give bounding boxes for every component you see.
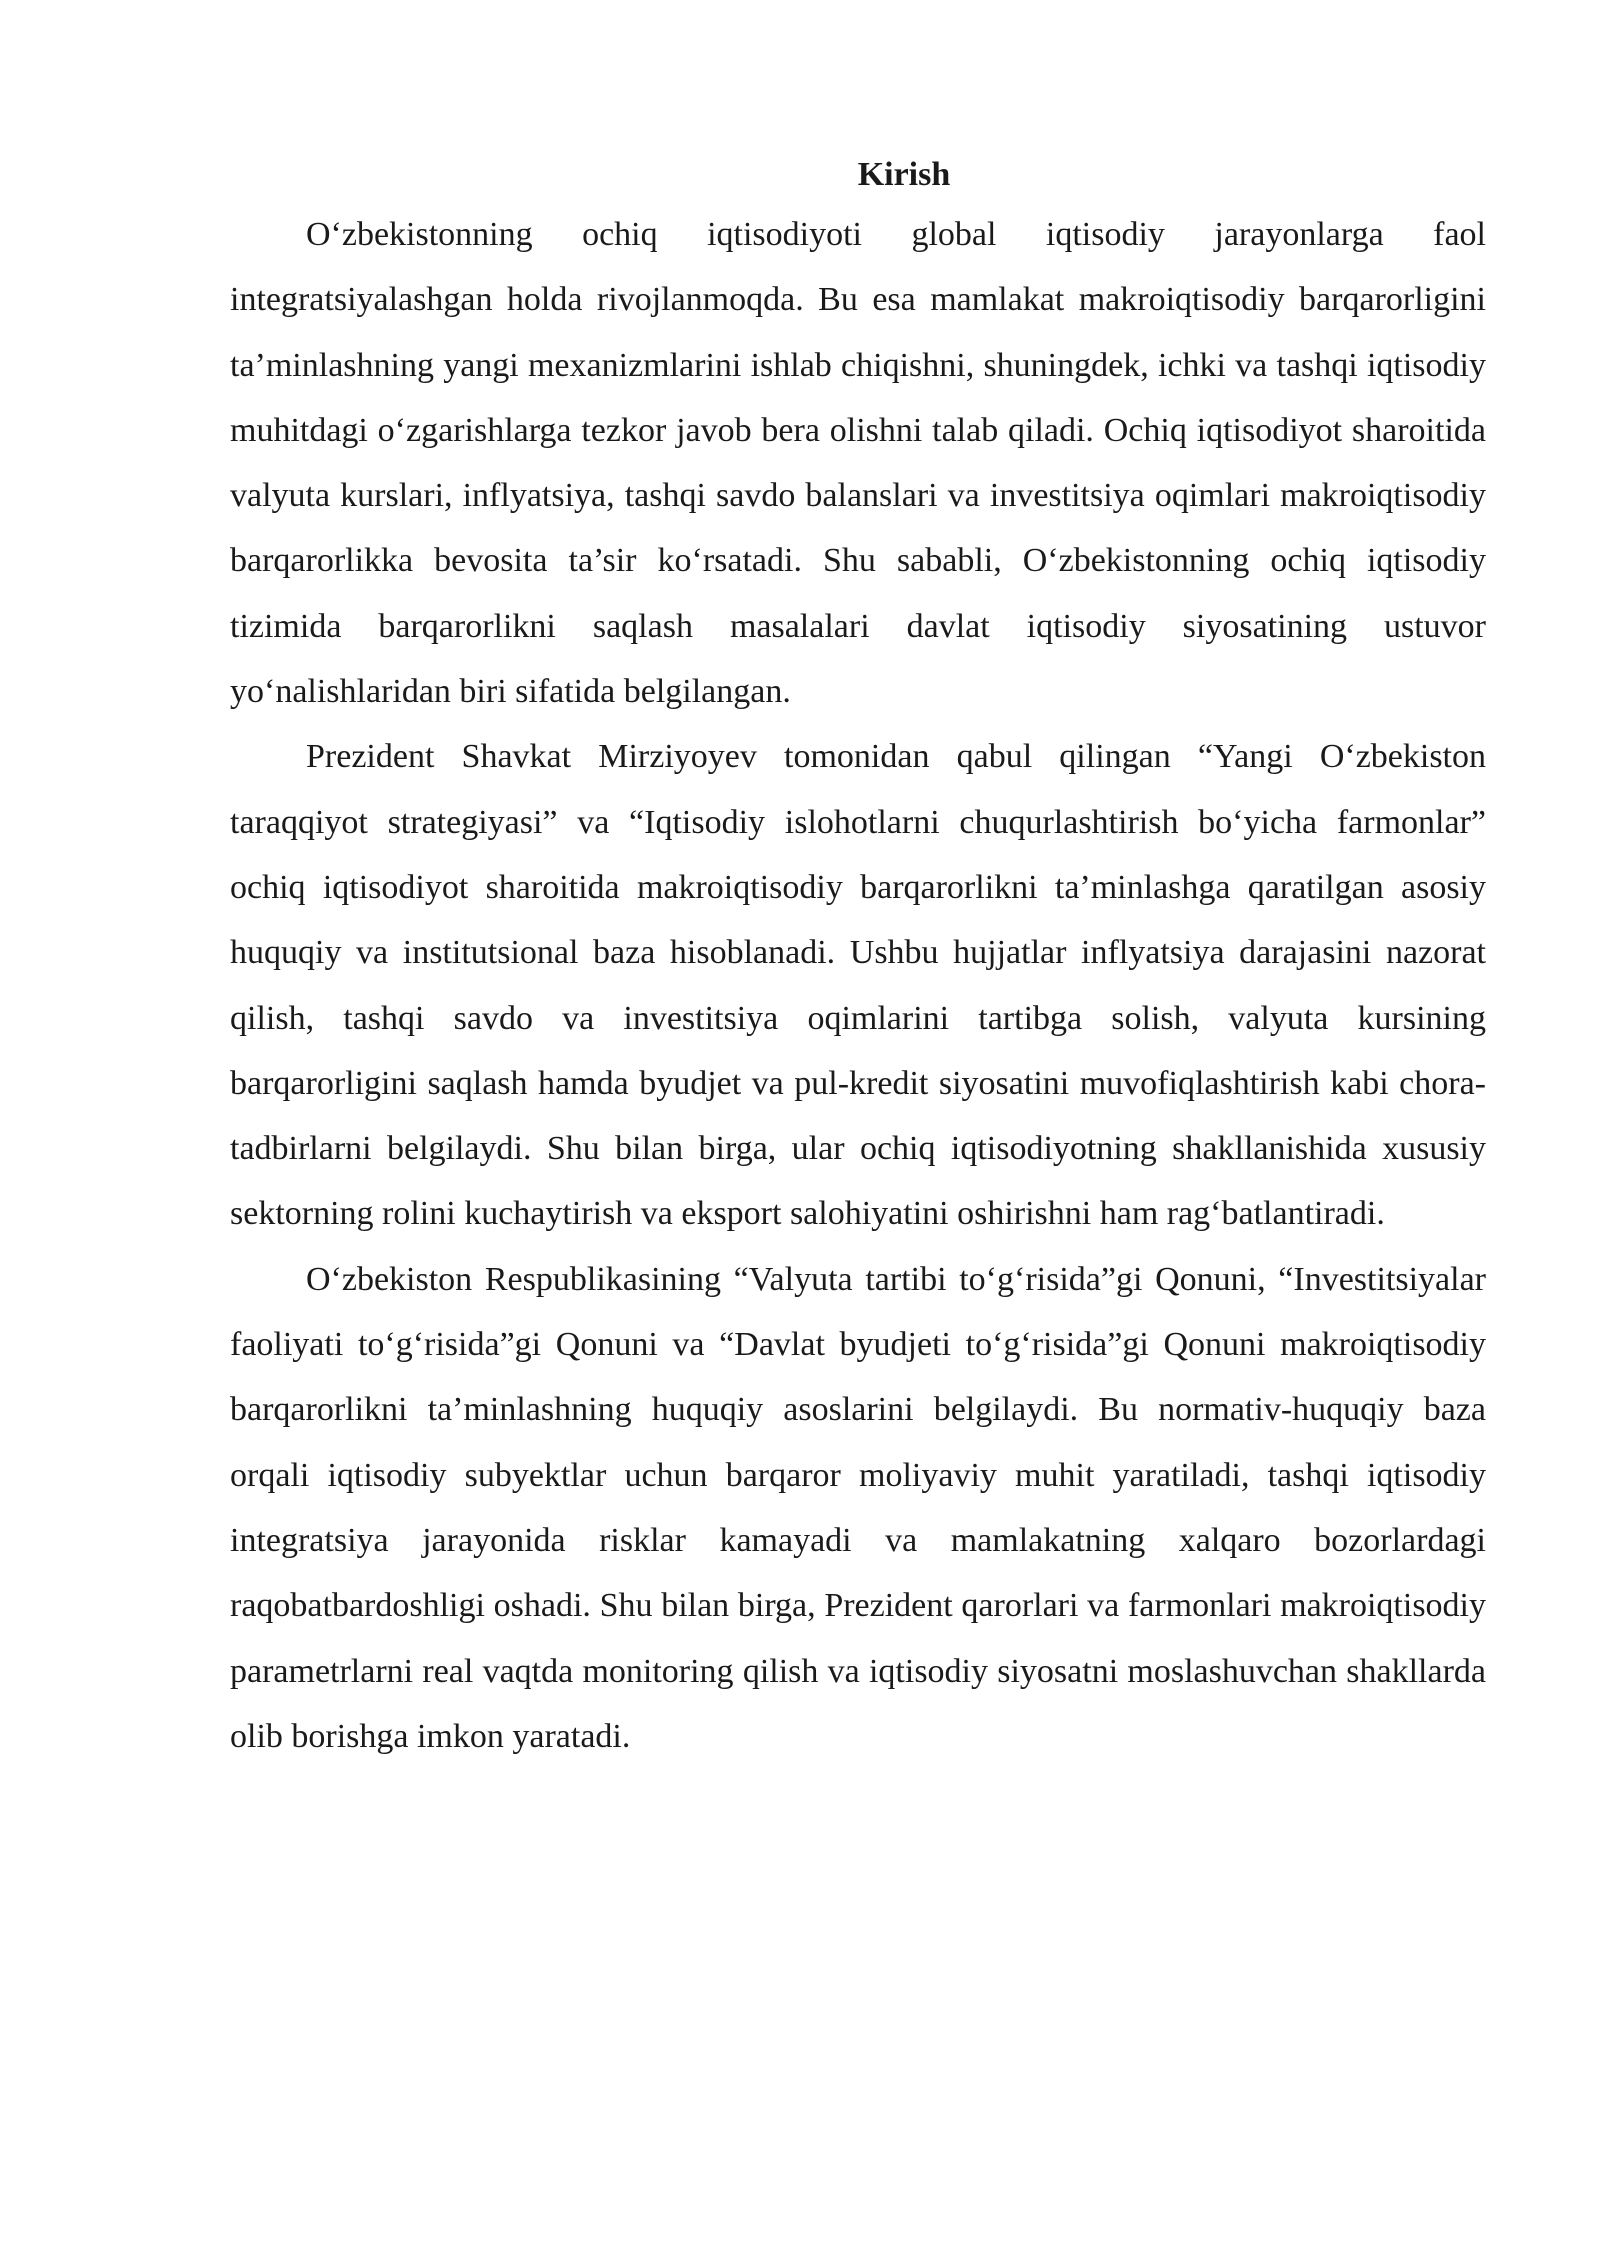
section-heading: Kirish <box>857 156 951 193</box>
paragraph-1: O‘zbekistonning ochiq iqtisodiyoti global iqtisodiy jarayonlarga faol integratsiyalashgan holda rivojlanmoqda. Bu esa mamlakat makroiqtisodiy barqarorligini ta’minlashning yangi mexanizmlarini ishlab chiqishni, shuningdek, ichki va tashqi iqtisodiy muhitdagi o‘zgarishlarga tezkor javob bera olishni talab qiladi. Ochiq iqtisodiyot sharoitida valyuta kurslari, inflyatsiya, tashqi savdo balanslari va investitsiya oqimlari makroiqtisodiy barqarorlikka bevosita ta’sir ko‘rsatadi. Shu sababli, O‘zbekistonning ochiq iqtisodiy tizimida barqarorlikni saqlash masalalari davlat iqtisodiy siyosatining ustuvor yo‘nalishlaridan biri sifatida belgilangan. <box>230 216 1486 711</box>
paragraph-3: O‘zbekiston Respublikasining “Valyuta tartibi to‘g‘risida”gi Qonuni, “Investitsiyalar faoliyati to‘g‘risida”gi Qonuni va “Davlat byudjeti to‘g‘risida”gi Qonuni makroiqtisodiy barqarorlikni ta’minlashning huquqiy asoslarini belgilaydi. Bu normativ-huquqiy baza orqali iqtisodiy subyektlar uchun barqaror moliyaviy muhit yaratiladi, tashqi iqtisodiy integratsiya jarayonida risklar kamayadi va mamlakatning xalqaro bozorlardagi raqobatbardoshligi oshadi. Shu bilan birga, Prezident qarorlari va farmonlari makroiqtisodiy parametrlarni real vaqtda monitoring qilish va iqtisodiy siyosatni moslashuvchan shakllarda olib borishga imkon yaratadi. <box>230 1260 1486 1755</box>
paragraph-2: Prezident Shavkat Mirziyoyev tomonidan qabul qilingan “Yangi O‘zbekiston taraqqiyot strategiyasi” va “Iqtisodiy islohotlarni chuqurlashtirish bo‘yicha farmonlar” ochiq iqtisodiyot sharoitida makroiqtisodiy barqarorlikni ta’minlashga qaratilgan asosiy huquqiy va institutsional baza hisoblanadi. Ushbu hujjatlar inflyatsiya darajasini nazorat qilish, tashqi savdo va investitsiya oqimlarini tartibga solish, valyuta kursining barqarorligini saqlash hamda byudjet va pul-kredit siyosatini muvofiqlashtirish kabi chora-tadbirlarni belgilaydi. Shu bilan birga, ular ochiq iqtisodiyotning shakllanishida xususiy sektorning rolini kuchaytirish va eksport salohiyatini oshirishni ham rag‘batlantiradi. <box>230 738 1486 1233</box>
page-content <box>230 148 1486 1769</box>
